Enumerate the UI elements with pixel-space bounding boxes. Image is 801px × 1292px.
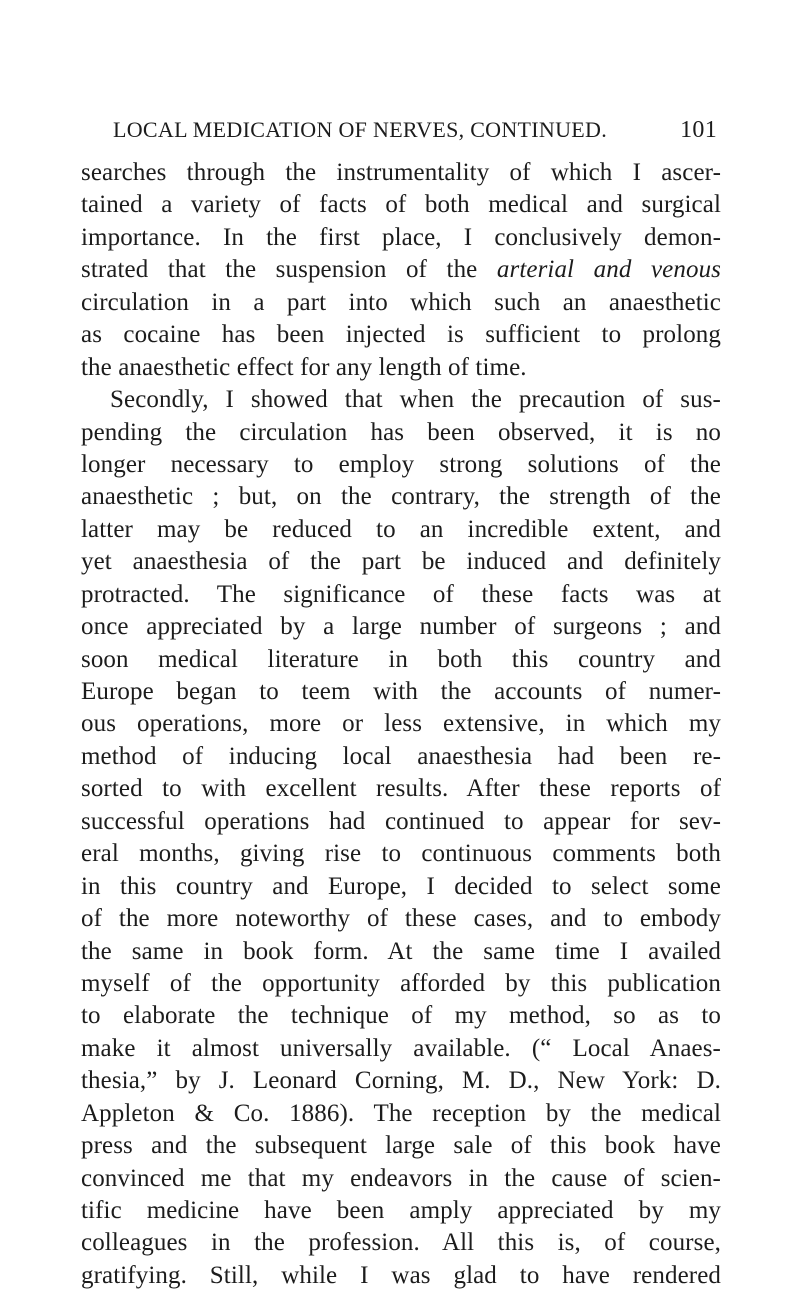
text-line: yet anaesthesia of the part be induced and definitely — [81, 548, 721, 576]
text-line: colleagues in the profession. All this is, of course, — [81, 1229, 721, 1257]
page-number: 101 — [680, 117, 717, 143]
text-line: importance. In the first place, I conclusively demon- — [81, 223, 721, 251]
text-line: to elaborate the technique of my method, so as to — [81, 1002, 721, 1030]
text-line: ous operations, more or less extensive, in which my — [81, 710, 721, 738]
text-span: strated that the suspension of the — [81, 256, 497, 284]
text-line: in this country and Europe, I decided to select some — [81, 872, 721, 900]
text-line: soon medical literature in both this country and — [81, 645, 721, 673]
text-line: circulation in a part into which such an anaesthetic — [81, 288, 721, 316]
text-line: press and the subsequent large sale of this book have — [81, 1132, 721, 1160]
text-line: successful operations had continued to appear for sev- — [81, 807, 721, 835]
body-text — [81, 157, 721, 1292]
text-line: once appreciated by a large number of surgeons ; and — [81, 613, 721, 641]
text-line: convinced me that my endeavors in the cause of scien- — [81, 1164, 721, 1192]
text-line: of the more noteworthy of these cases, and to embody — [81, 905, 721, 933]
text-line: Secondly, I showed that when the precaution of sus- — [110, 386, 721, 414]
text-line: the anaesthetic effect for any length of time. — [81, 353, 527, 381]
text-line: anaesthetic ; but, on the contrary, the strength of the — [81, 483, 721, 511]
text-line: as cocaine has been injected is sufficient to prolong — [81, 321, 721, 349]
text-line: the same in book form. At the same time I availed — [81, 937, 721, 965]
text-line: method of inducing local anaesthesia had been re- — [81, 742, 721, 770]
text-line: longer necessary to employ strong solutions of the — [81, 450, 721, 478]
text-line: make it almost universally available. (“ Local Anaes- — [81, 1034, 721, 1062]
running-head — [113, 117, 717, 151]
text-line: Appleton & Co. 1886). The reception by the medical — [81, 1099, 721, 1127]
text-line: gratifying. Still, while I was glad to have rendered — [81, 1261, 721, 1289]
text-line: latter may be reduced to an incredible extent, and — [81, 515, 721, 543]
text-line: pending the circulation has been observed, it is no — [81, 418, 721, 446]
text-line: eral months, giving rise to continuous comments both — [81, 840, 721, 868]
text-line: myself of the opportunity afforded by this publication — [81, 969, 721, 997]
text-line: protracted. The significance of these facts was at — [81, 580, 721, 608]
text-line: searches through the instrumentality of which I ascer- — [81, 159, 721, 186]
text-line: tific medicine have been amply appreciated by my — [81, 1197, 721, 1224]
running-head-title: LOCAL MEDICATION OF NERVES, CONTINUED. — [113, 117, 608, 142]
italic-phrase: arterial and venous — [496, 256, 721, 284]
text-line: Europe began to teem with the accounts of numer- — [81, 678, 721, 705]
text-line: sorted to with excellent results. After these reports of — [81, 775, 721, 803]
text-line: thesia,” by J. Leonard Corning, M. D., New York: D. — [81, 1067, 721, 1095]
text-line — [81, 254, 721, 286]
text-line: tained a variety of facts of both medical and surgical — [81, 191, 721, 219]
